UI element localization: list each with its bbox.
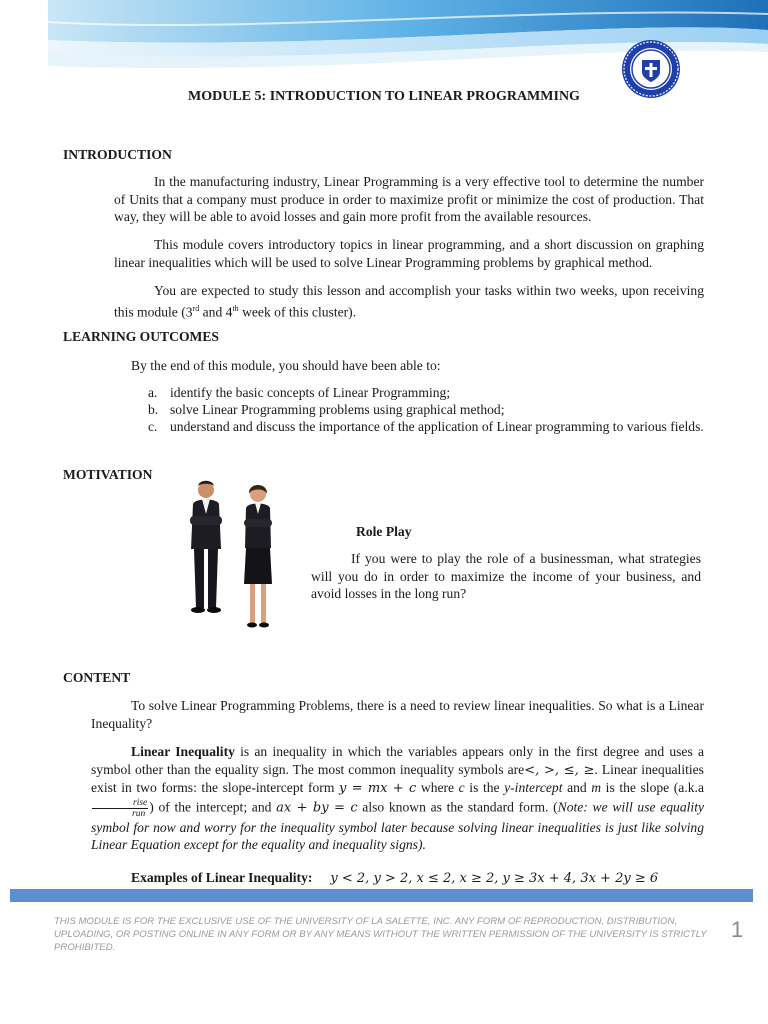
outcome-list-item: b. solve Linear Programming problems using graphical method; [148, 402, 505, 417]
introduction-paragraph-3: You are expected to study this lesson and accomplish your tasks within two weeks, upon receiving this module (3rd and 4th week of this cluster). [114, 283, 704, 320]
rise-over-run-fraction: $\frac{\text{rise}}{\text{run}}$ [92, 798, 148, 819]
introduction-heading: INTRODUCTION [63, 147, 172, 162]
role-play-title: Role Play [356, 524, 412, 539]
examples-line: Examples of Linear Inequality: y < 2, y > 2, x ≤ 2, x ≥ 2, y ≥ 3x + 4, 3x + 2y ≥ 6 [131, 870, 659, 886]
page-number: 1 [731, 917, 744, 942]
learning-outcomes-lead: By the end of this module, you should have been able to: [131, 358, 441, 373]
outcome-list-item: c. understand and discuss the importance of the application of Linear programming to various fields. [148, 419, 704, 434]
module-title: MODULE 5: INTRODUCTION TO LINEAR PROGRAMMING [188, 89, 580, 104]
learning-outcomes-heading: LEARNING OUTCOMES [63, 329, 219, 344]
role-play-text: If you were to play the role of a businessman, what strategies will you do in order to maximize the income of your business, and avoid losses in the long run? [311, 551, 701, 602]
introduction-paragraph-2: This module covers introductory topics in linear programming, and a short discussion on graphing linear inequalities which will be used to solve Linear Programming problems by graphical method. [114, 237, 704, 270]
content-paragraph-2: Linear Inequality is an inequality in which the variables appears only in the first degree and uses a symbol other than the equality sign. The most common inequality symbols are<, >, ≤, ≥. Linear inequalities exist in two forms: the slope-intercept form y = mx + c where c is the y-intercept and m is the slope (a.k.a $\frac{\text{rise}}{\text{run}}$ ) of the intercept; and ax + by = c also known as the standard form. (Note: we will use equality symbol for now and worry for the inequality symbol later because solving linear inequalities is just like solving Linear Equation except for the equality and inequality signs). [91, 744, 705, 853]
motivation-heading: MOTIVATION [63, 467, 153, 482]
footer-bar [10, 889, 753, 902]
outcome-list-item: a. identify the basic concepts of Linear Programming; [148, 385, 451, 400]
content-heading: CONTENT [63, 670, 131, 685]
introduction-paragraph-1: In the manufacturing industry, Linear Programming is a very effective tool to determine the number of Units that a company must produce in order to maximize profit or minimize the cost of production. That way, they will be able to avoid losses and gain more profit from the available resources. [114, 174, 704, 225]
examples-of-linear-inequality: y < 2, y > 2, x ≤ 2, x ≥ 2, y ≥ 3x + 4, 3x + 2y ≥ 6 [330, 871, 659, 886]
copyright-notice: THIS MODULE IS FOR THE EXCLUSIVE USE OF THE UNIVERSITY OF LA SALETTE, INC. ANY FORM OF REPRODUCTION, DISTRIBUTION, UPLOADING, OR POSTING ONLINE IN ANY FORM OR BY ANY MEANS WITHOUT THE WRITTEN PERMISSION OF THE UNIVERSITY IS STRICTLY PROHIBITED. [54, 916, 707, 953]
content-paragraph-1: To solve Linear Programming Problems, there is a need to review linear inequalities. So what is a Linear Inequality? [91, 698, 704, 731]
business-people-illustration [178, 474, 286, 640]
